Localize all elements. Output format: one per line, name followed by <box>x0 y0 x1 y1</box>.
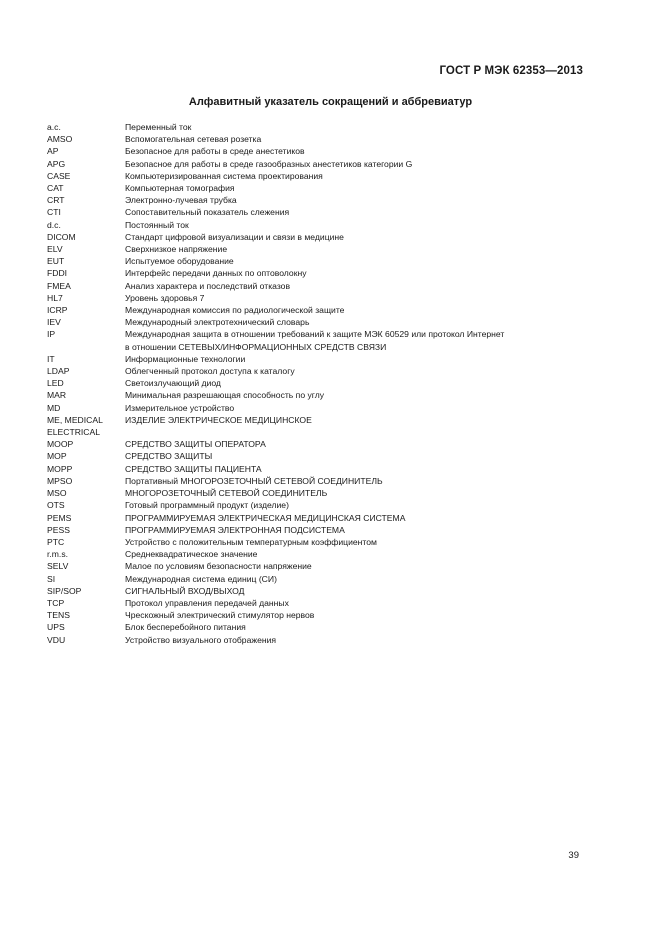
abbreviation-definition: Измерительное устройство <box>125 402 235 413</box>
abbreviation-definition: СИГНАЛЬНЫЙ ВХОД/ВЫХОД <box>125 585 245 596</box>
abbreviation-row <box>47 573 587 585</box>
abbreviation-row <box>47 585 587 597</box>
abbreviation-term: CAT <box>47 183 64 194</box>
abbreviation-row <box>47 206 587 218</box>
abbreviation-definition: Блок бесперебойного питания <box>125 622 246 633</box>
abbreviation-definition: Устройство с положительным температурным коэффициентом <box>125 536 377 547</box>
abbreviation-term: FDDI <box>47 268 68 279</box>
abbreviation-term: AP <box>47 146 59 157</box>
abbreviation-definition: Стандарт цифровой визуализации и связи в медицине <box>125 231 344 242</box>
abbreviation-definition: ИЗДЕЛИЕ ЭЛЕКТРИЧЕСКОЕ МЕДИЦИНСКОЕ <box>125 414 312 425</box>
abbreviation-row <box>47 304 587 316</box>
abbreviation-term: MAR <box>47 390 67 401</box>
abbreviation-term: MOP <box>47 451 67 462</box>
abbreviation-row <box>47 524 587 536</box>
abbreviation-definition: Вспомогательная сетевая розетка <box>125 134 262 145</box>
abbreviation-definition: Постоянный ток <box>125 219 189 230</box>
abbreviation-term: VDU <box>47 634 66 645</box>
abbreviation-term: d.c. <box>47 219 61 230</box>
abbreviation-row <box>47 463 587 475</box>
abbreviation-term: UPS <box>47 622 65 633</box>
abbreviation-row <box>47 243 587 255</box>
abbreviation-row <box>47 365 587 377</box>
abbreviation-definition: Сверхнизкое напряжение <box>125 244 228 255</box>
abbreviation-definition: Безопасное для работы в среде газообразных анестетиков категории G <box>125 158 413 169</box>
abbreviation-row <box>47 438 587 450</box>
abbreviation-term: SELV <box>47 561 69 572</box>
abbreviation-definition: Испытуемое оборудование <box>125 256 234 267</box>
abbreviation-term: HL7 <box>47 292 63 303</box>
abbreviation-definition: СРЕДСТВО ЗАЩИТЫ ОПЕРАТОРА <box>125 439 266 450</box>
abbreviation-term: MD <box>47 402 61 413</box>
abbreviation-definition: Международный электротехнический словарь <box>125 317 310 328</box>
abbreviation-row <box>47 170 587 182</box>
page-number: 39 <box>568 850 579 861</box>
abbreviation-term: EUT <box>47 256 65 267</box>
abbreviation-row <box>47 475 587 487</box>
abbreviation-term: AMSO <box>47 134 73 145</box>
abbreviation-term: MPSO <box>47 475 73 486</box>
abbreviation-term: APG <box>47 158 66 169</box>
abbreviation-term: PESS <box>47 524 70 535</box>
abbreviation-term: r.m.s. <box>47 549 69 560</box>
abbreviation-definition: МНОГОРОЗЕТОЧНЫЙ СЕТЕВОЙ СОЕДИНИТЕЛЬ <box>125 488 328 499</box>
abbreviation-definition: Чрескожный электрический стимулятор нервов <box>125 610 315 621</box>
abbreviation-definition: Среднеквадратическое значение <box>125 549 258 560</box>
abbreviation-row <box>47 621 587 633</box>
abbreviation-row <box>47 145 587 157</box>
abbreviation-definition: СРЕДСТВО ЗАЩИТЫ <box>125 451 213 462</box>
abbreviation-row <box>47 158 587 170</box>
abbreviation-row <box>47 560 587 572</box>
abbreviation-row <box>47 194 587 206</box>
abbreviation-term: MSO <box>47 488 67 499</box>
abbreviation-definition: СРЕДСТВО ЗАЩИТЫ ПАЦИЕНТА <box>125 463 262 474</box>
abbreviation-definition: Малое по условиям безопасности напряжение <box>125 561 312 572</box>
abbreviation-term: CASE <box>47 170 71 181</box>
abbreviation-definition: Международная система единиц (СИ) <box>125 573 277 584</box>
abbreviation-row <box>47 512 587 524</box>
abbreviation-definition: Переменный ток <box>125 122 192 132</box>
abbreviation-row <box>47 219 587 231</box>
abbreviation-row <box>47 353 587 365</box>
abbreviation-term: PTC <box>47 536 65 547</box>
abbreviation-term: ME, MEDICAL ELECTRICAL <box>47 414 103 438</box>
abbreviation-term: IP <box>47 329 56 340</box>
abbreviation-term: IEV <box>47 317 61 328</box>
abbreviation-definition: Минимальная разрешающая способность по углу <box>125 390 325 401</box>
abbreviation-term: TCP <box>47 597 65 608</box>
abbreviation-term: CTI <box>47 207 61 218</box>
abbreviation-definition: Облегченный протокол доступа к каталогу <box>125 366 295 377</box>
abbreviation-list <box>47 121 587 646</box>
abbreviation-row <box>47 280 587 292</box>
abbreviation-row <box>47 231 587 243</box>
abbreviation-definition: Компьютерная томография <box>125 183 235 194</box>
abbreviation-definition: Электронно-лучевая трубка <box>125 195 237 206</box>
abbreviation-definition: Протокол управления передачей данных <box>125 597 289 608</box>
abbreviation-term: SI <box>47 573 56 584</box>
abbreviation-definition: Портативный МНОГОРОЗЕТОЧНЫЙ СЕТЕВОЙ СОЕДИНИТЕЛЬ <box>125 475 383 486</box>
abbreviation-row <box>47 450 587 462</box>
abbreviation-row <box>47 487 587 499</box>
abbreviation-term: DICOM <box>47 231 76 242</box>
abbreviation-term: MOOP <box>47 439 74 450</box>
abbreviation-term: FMEA <box>47 280 71 291</box>
abbreviation-definition: Международная комиссия по радиологической защите <box>125 305 345 316</box>
abbreviation-term: OTS <box>47 500 65 511</box>
abbreviation-row <box>47 292 587 304</box>
abbreviation-definition: Безопасное для работы в среде анестетиков <box>125 146 305 157</box>
abbreviation-term: MOPP <box>47 463 73 474</box>
abbreviation-definition: Устройство визуального отображения <box>125 634 277 645</box>
abbreviation-term: CRT <box>47 195 65 206</box>
abbreviation-row <box>47 402 587 414</box>
document-standard-id: ГОСТ Р МЭК 62353—2013 <box>439 65 583 77</box>
abbreviation-definition: ПРОГРАММИРУЕМАЯ ЭЛЕКТРОННАЯ ПОДСИСТЕМА <box>125 524 345 535</box>
abbreviation-term: ELV <box>47 244 63 255</box>
abbreviation-definition: Готовый программный продукт (изделие) <box>125 500 289 511</box>
abbreviation-term: SIP/SOP <box>47 585 82 596</box>
abbreviation-row <box>47 133 587 145</box>
abbreviation-term: a.c. <box>47 122 61 132</box>
abbreviation-row <box>47 316 587 328</box>
abbreviation-term: ICRP <box>47 305 68 316</box>
abbreviation-definition: Анализ характера и последствий отказов <box>125 280 291 291</box>
abbreviation-row <box>47 499 587 511</box>
abbreviation-row <box>47 536 587 548</box>
abbreviation-definition: Светоизлучающий диод <box>125 378 221 389</box>
abbreviation-row <box>47 182 587 194</box>
abbreviation-definition: Компьютеризированная система проектирования <box>125 170 323 181</box>
abbreviation-term: IT <box>47 353 55 364</box>
abbreviation-row <box>47 267 587 279</box>
abbreviation-definition: Уровень здоровья 7 <box>125 292 205 303</box>
abbreviation-row <box>47 328 587 352</box>
abbreviation-row <box>47 609 587 621</box>
abbreviation-row <box>47 634 587 646</box>
abbreviation-row <box>47 255 587 267</box>
abbreviation-definition: Информационные технологии <box>125 353 246 364</box>
abbreviation-term: LDAP <box>47 366 70 377</box>
abbreviation-row <box>47 121 587 133</box>
abbreviation-row <box>47 597 587 609</box>
abbreviation-row <box>47 548 587 560</box>
abbreviation-row <box>47 377 587 389</box>
abbreviation-row <box>47 389 587 401</box>
abbreviation-definition: ПРОГРАММИРУЕМАЯ ЭЛЕКТРИЧЕСКАЯ МЕДИЦИНСКАЯ СИСТЕМА <box>125 512 406 523</box>
abbreviation-definition: Сопоставительный показатель слежения <box>125 207 290 218</box>
abbreviation-term: LED <box>47 378 64 389</box>
abbreviation-row <box>47 414 587 438</box>
abbreviation-term: PEMS <box>47 512 72 523</box>
abbreviation-definition: Международная защита в отношении требований к защите МЭК 60529 или протокол Интернет в отношении СЕТЕВЫХ/ИНФОРМАЦИОННЫХ СРЕДСТВ СВЯЗИ <box>125 329 505 352</box>
page-title: Алфавитный указатель сокращений и аббревиатур <box>188 96 473 108</box>
abbreviation-term: TENS <box>47 610 70 621</box>
abbreviation-definition: Интерфейс передачи данных по оптоволокну <box>125 268 307 279</box>
